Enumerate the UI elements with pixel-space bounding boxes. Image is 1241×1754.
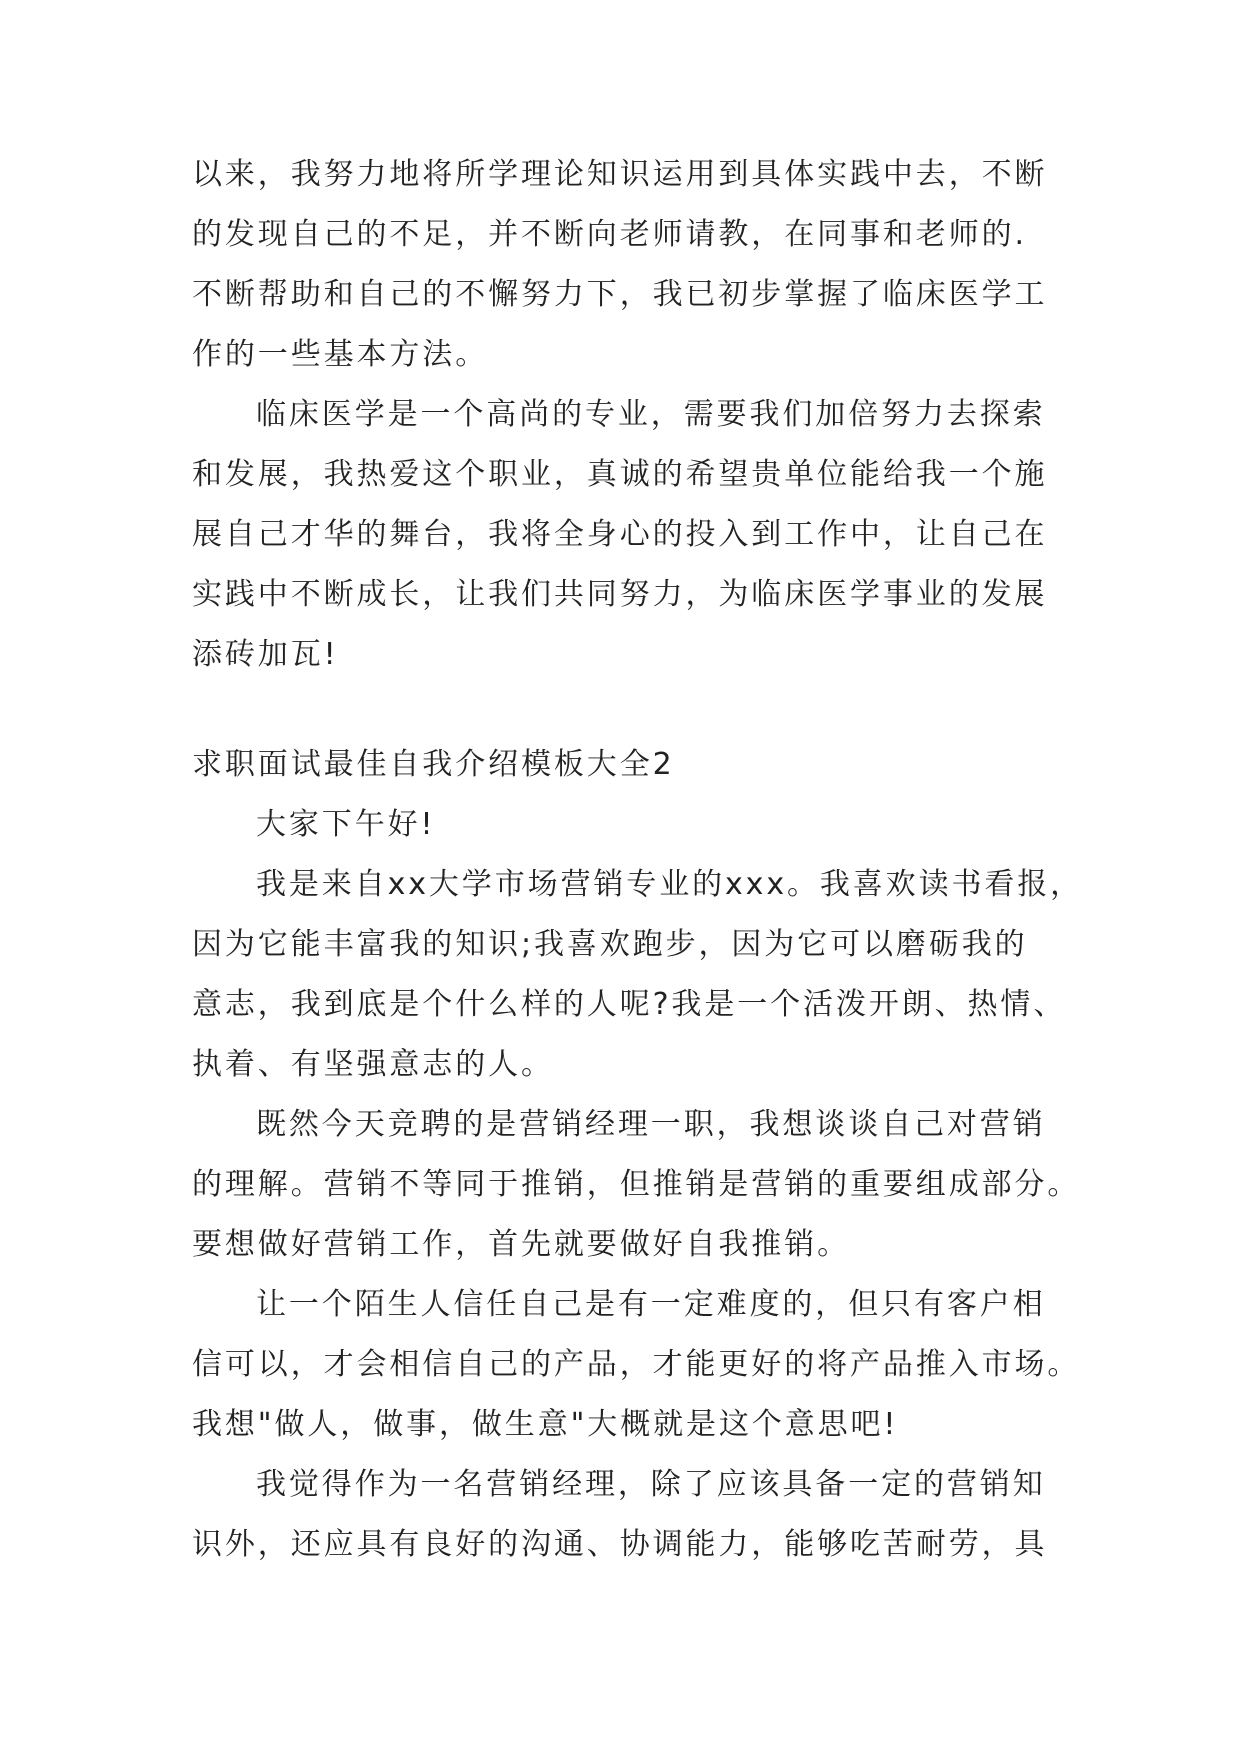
- paragraph-line: 我想"做人，做事，做生意"大概就是这个意思吧!: [192, 1407, 899, 1442]
- paragraph-line: 实践中不断成长，让我们共同努力，为临床医学事业的发展: [192, 577, 1048, 612]
- paragraph-line: 既然今天竞聘的是营销经理一职，我想谈谈自己对营销: [256, 1107, 1046, 1142]
- section-heading: 求职面试最佳自我介绍模板大全2: [192, 747, 675, 782]
- paragraph-line: 作的一些基本方法。: [192, 337, 489, 372]
- paragraph-line: 意志，我到底是个什么样的人呢?我是一个活泼开朗、热情、: [192, 987, 1067, 1022]
- paragraph-line: 的理解。营销不等同于推销，但推销是营销的重要组成部分。: [192, 1167, 1081, 1202]
- paragraph-line: 的发现自己的不足，并不断向老师请教，在同事和老师的.: [192, 217, 1027, 252]
- paragraph-line: 我是来自xx大学市场营销专业的xxx。我喜欢读书看报，: [256, 867, 1084, 902]
- paragraph-line: 以来，我努力地将所学理论知识运用到具体实践中去，不断: [192, 157, 1048, 192]
- paragraph-line: 不断帮助和自己的不懈努力下，我已初步掌握了临床医学工: [192, 277, 1048, 312]
- paragraph-line: 信可以，才会相信自己的产品，才能更好的将产品推入市场。: [192, 1347, 1081, 1382]
- paragraph-line: 识外，还应具有良好的沟通、协调能力，能够吃苦耐劳，具: [192, 1527, 1048, 1562]
- paragraph-line: 添砖加瓦!: [192, 637, 339, 672]
- paragraph-line: 执着、有坚强意志的人。: [192, 1047, 554, 1082]
- paragraph-line: 因为它能丰富我的知识;我喜欢跑步，因为它可以磨砺我的: [192, 927, 1028, 962]
- paragraph-line: 临床医学是一个高尚的专业，需要我们加倍努力去探索: [256, 397, 1046, 432]
- greeting-line: 大家下午好!: [256, 807, 436, 842]
- paragraph-line: 让一个陌生人信任自己是有一定难度的，但只有客户相: [256, 1287, 1046, 1322]
- paragraph-line: 和发展，我热爱这个职业，真诚的希望贵单位能给我一个施: [192, 457, 1048, 492]
- paragraph-line: 展自己才华的舞台，我将全身心的投入到工作中，让自己在: [192, 517, 1048, 552]
- paragraph-line: 要想做好营销工作，首先就要做好自我推销。: [192, 1227, 850, 1262]
- paragraph-line: 我觉得作为一名营销经理，除了应该具备一定的营销知: [256, 1467, 1046, 1502]
